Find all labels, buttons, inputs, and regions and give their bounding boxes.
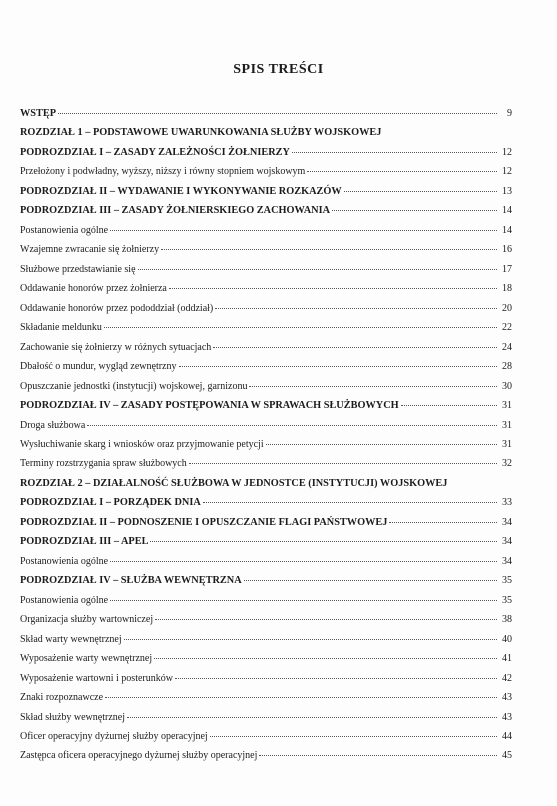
toc-entry-label: Wysłuchiwanie skarg i wniosków oraz przyjmowanie petycji <box>20 438 264 450</box>
toc-entry-page-number: 33 <box>502 497 512 509</box>
toc-entry <box>20 634 512 653</box>
toc-entry-label: Organizacja służby wartowniczej <box>20 614 154 626</box>
toc-entry-page-number: 18 <box>502 283 512 295</box>
toc-entry-label: Postanowienia ogólne <box>20 594 109 606</box>
toc-entry-label: Składanie meldunku <box>20 322 102 334</box>
toc-entry-page-number: 43 <box>502 711 512 723</box>
toc-entry-label: PODROZDZIAŁ III – APEL <box>20 536 149 548</box>
dot-leader <box>150 541 497 542</box>
toc-entry-page-number: 31 <box>502 400 512 412</box>
toc-entry <box>20 225 512 244</box>
table-of-contents <box>20 108 512 770</box>
dot-leader <box>161 249 497 250</box>
toc-entry-page-number: 20 <box>502 302 512 314</box>
toc-entry <box>20 575 512 594</box>
dot-leader <box>155 619 497 620</box>
toc-entry-label: PODROZDZIAŁ II – PODNOSZENIE I OPUSZCZANIE FLAGI PAŃSTWOWEJ <box>20 516 388 528</box>
dot-leader <box>104 327 497 328</box>
toc-entry <box>20 517 512 536</box>
toc-entry-page-number: 28 <box>502 361 512 373</box>
toc-entry-page-number: 32 <box>502 458 512 470</box>
dot-leader <box>203 502 497 503</box>
dot-leader <box>110 230 497 231</box>
toc-entry <box>20 322 512 341</box>
dot-leader <box>179 366 498 367</box>
toc-entry <box>20 673 512 692</box>
toc-entry <box>20 244 512 263</box>
toc-entry <box>20 712 512 731</box>
dot-leader <box>138 269 497 270</box>
toc-entry <box>20 692 512 711</box>
dot-leader <box>110 600 497 601</box>
toc-entry-label: Zastępca oficera operacyjnego dyżurnej służby operacyjnej <box>20 750 258 762</box>
dot-leader <box>124 639 497 640</box>
toc-entry-label: PODROZDZIAŁ I – PORZĄDEK DNIA <box>20 497 201 509</box>
toc-entry-label: WSTĘP <box>20 108 57 119</box>
dot-leader <box>87 425 497 426</box>
toc-entry-page-number: 40 <box>502 633 512 645</box>
dot-leader <box>213 347 497 348</box>
toc-entry-page-number: 24 <box>502 341 512 353</box>
toc-entry-label: Skład służby wewnętrznej <box>20 711 125 723</box>
toc-entry <box>20 731 512 750</box>
toc-entry-page-number: 22 <box>502 322 512 334</box>
dot-leader <box>105 697 497 698</box>
toc-entry-label: Służbowe przedstawianie się <box>20 263 136 275</box>
toc-entry-label: Skład warty wewnętrznej <box>20 633 122 645</box>
toc-entry-page-number: 16 <box>502 244 512 256</box>
toc-entry-page-number: 35 <box>502 575 512 587</box>
toc-entry <box>20 186 512 205</box>
toc-entry <box>20 458 512 477</box>
toc-entry-label: Oddawanie honorów przez pododdział (oddział) <box>20 302 214 314</box>
toc-entry-page-number: 12 <box>502 166 512 178</box>
toc-entry-label: Znaki rozpoznawcze <box>20 692 104 704</box>
toc-entry <box>20 264 512 283</box>
toc-entry <box>20 750 512 769</box>
toc-entry <box>20 536 512 555</box>
toc-entry-label: Oddawanie honorów przez żołnierza <box>20 283 167 295</box>
toc-entry <box>20 556 512 575</box>
dot-leader <box>58 113 497 114</box>
toc-entry-page-number: 30 <box>502 380 512 392</box>
toc-entry-page-number: 38 <box>502 614 512 626</box>
dot-leader <box>244 580 497 581</box>
toc-entry-label: PODROZDZIAŁ II – WYDAWANIE I WYKONYWANIE ROZKAZÓW <box>20 185 342 197</box>
dot-leader <box>401 405 497 406</box>
toc-entry-page-number: 42 <box>502 672 512 684</box>
toc-entry-label: PODROZDZIAŁ I – ZASADY ZALEŻNOŚCI ŻOŁNIERZY <box>20 146 290 158</box>
toc-entry <box>20 361 512 380</box>
toc-entry <box>20 166 512 185</box>
toc-entry <box>20 205 512 224</box>
toc-entry-label: Wzajemne zwracanie się żołnierzy <box>20 244 160 256</box>
toc-entry <box>20 439 512 458</box>
toc-entry-label: Postanowienia ogólne <box>20 224 109 236</box>
toc-entry <box>20 420 512 439</box>
dot-leader <box>110 561 497 562</box>
toc-entry <box>20 108 512 127</box>
toc-entry <box>20 381 512 400</box>
toc-entry-label: Opuszczanie jednostki (instytucji) wojskowej, garnizonu <box>20 380 248 392</box>
toc-entry-page-number: 14 <box>502 224 512 236</box>
dot-leader <box>154 658 497 659</box>
dot-leader <box>215 308 497 309</box>
toc-entry-page-number: 34 <box>502 536 512 548</box>
toc-entry-page-number: 41 <box>502 653 512 665</box>
toc-entry <box>20 478 512 497</box>
toc-entry-label: Wyposażenie warty wewnętrznej <box>20 653 153 665</box>
dot-leader <box>127 717 497 718</box>
toc-entry-page-number: 31 <box>502 419 512 431</box>
dot-leader <box>249 386 497 387</box>
toc-entry-page-number: 45 <box>502 750 512 762</box>
toc-entry-page-number: 13 <box>502 185 512 197</box>
toc-entry-label: PODROZDZIAŁ III – ZASADY ŻOŁNIERSKIEGO ZACHOWANIA <box>20 205 331 217</box>
dot-leader <box>169 288 497 289</box>
toc-entry <box>20 614 512 633</box>
toc-entry-label: PODROZDZIAŁ IV – ZASADY POSTĘPOWANIA W SPRAWACH SŁUŻBOWYCH <box>20 400 399 412</box>
toc-entry-label: Przełożony i podwładny, wyższy, niższy i równy stopniem wojskowym <box>20 166 306 178</box>
toc-entry-label: ROZDZIAŁ 2 – DZIAŁALNOŚĆ SŁUŻBOWA W JEDNOSTCE (INSTYTUCJI) WOJSKOWEJ <box>20 477 448 489</box>
toc-entry-page-number: 43 <box>502 692 512 704</box>
toc-entry-page-number: 31 <box>502 438 512 450</box>
toc-entry-page-number: 9 <box>507 108 512 119</box>
toc-entry <box>20 147 512 166</box>
dot-leader <box>332 210 497 211</box>
toc-entry <box>20 595 512 614</box>
toc-entry <box>20 283 512 302</box>
toc-entry <box>20 400 512 419</box>
dot-leader <box>175 678 497 679</box>
toc-entry-page-number: 12 <box>502 146 512 158</box>
dot-leader <box>292 152 497 153</box>
toc-entry <box>20 497 512 516</box>
toc-entry-label: ROZDZIAŁ 1 – PODSTAWOWE UWARUNKOWANIA SŁUŻBY WOJSKOWEJ <box>20 127 382 139</box>
toc-entry-page-number: 35 <box>502 594 512 606</box>
toc-entry-page-number: 44 <box>502 731 512 742</box>
toc-entry-page-number: 17 <box>502 263 512 275</box>
toc-entry-label: Oficer operacyjny dyżurnej służby operacyjnej <box>20 731 208 742</box>
toc-entry-label: Postanowienia ogólne <box>20 555 109 567</box>
toc-entry-page-number: 14 <box>502 205 512 217</box>
dot-leader <box>266 444 497 445</box>
dot-leader <box>389 522 497 523</box>
toc-entry-label: Dbałość o mundur, wygląd zewnętrzny <box>20 361 177 373</box>
toc-entry <box>20 653 512 672</box>
dot-leader <box>189 463 497 464</box>
toc-entry <box>20 303 512 322</box>
toc-entry-page-number: 34 <box>502 516 512 528</box>
toc-entry-label: Wyposażenie wartowni i posterunków <box>20 672 173 684</box>
dot-leader <box>259 755 497 756</box>
toc-entry-page-number: 34 <box>502 555 512 567</box>
page-title: SPIS TREŚCI <box>233 62 324 77</box>
toc-entry-label: Terminy rozstrzygania spraw służbowych <box>20 458 187 470</box>
toc-entry-label: Zachowanie się żołnierzy w różnych sytuacjach <box>20 341 212 353</box>
toc-entry-label: PODROZDZIAŁ IV – SŁUŻBA WEWNĘTRZNA <box>20 575 242 587</box>
dot-leader <box>307 171 497 172</box>
toc-entry-label: Droga służbowa <box>20 419 86 431</box>
dot-leader <box>210 736 497 737</box>
toc-entry <box>20 127 512 146</box>
toc-entry <box>20 342 512 361</box>
dot-leader <box>344 191 497 192</box>
